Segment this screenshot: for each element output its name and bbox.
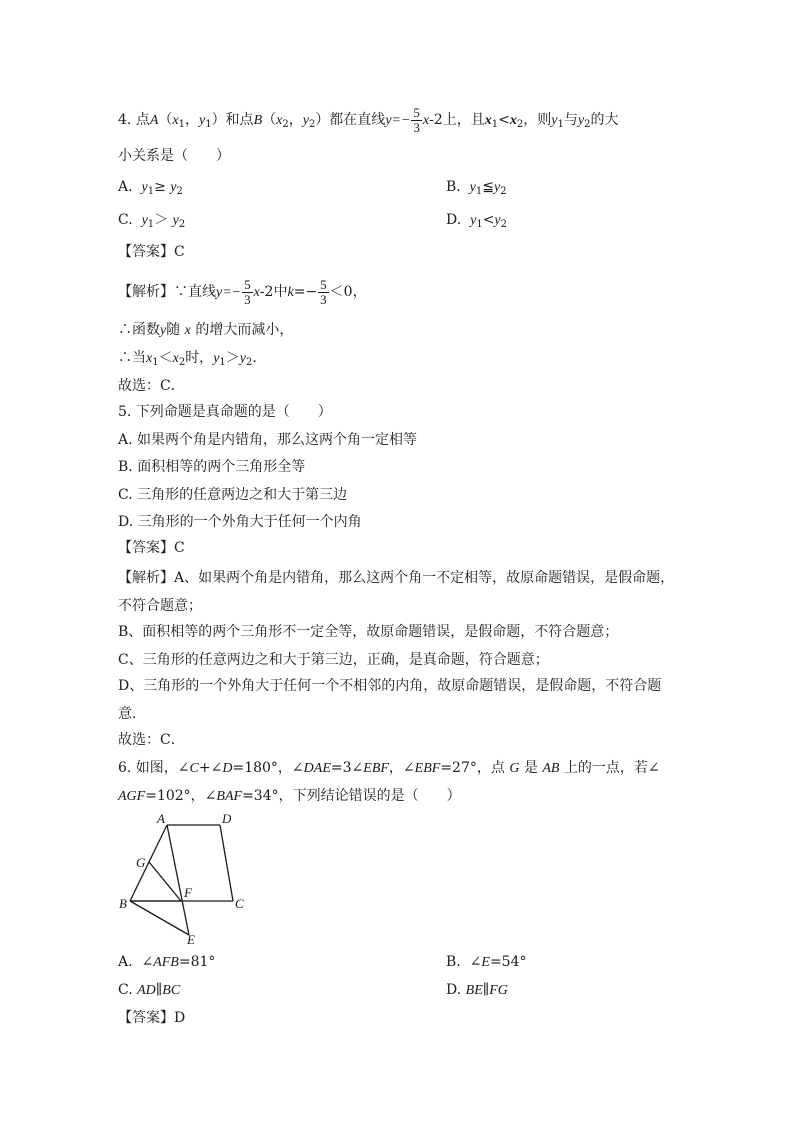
parallel-symbol: ∥ <box>155 982 163 998</box>
var-y: y <box>172 213 179 228</box>
segment-BE <box>130 901 189 935</box>
option-label: C. <box>118 982 138 998</box>
var-k: k <box>287 285 294 300</box>
var-x: x <box>484 113 492 128</box>
analysis-text: 随 <box>166 322 181 338</box>
q6-text: =34°，下列结论错误的是（ ） <box>242 788 461 804</box>
q6-text: =27°，点 <box>440 760 510 776</box>
comma: ， <box>288 112 303 128</box>
var-y: y <box>469 180 476 195</box>
var-y: y <box>470 213 477 228</box>
label-D: D <box>222 811 232 826</box>
segment-name: AD <box>137 983 156 998</box>
analysis-text: 的增大而减小， <box>195 322 294 338</box>
q5-analysis-line: B、面积相等的两个三角形不一定全等，故原命题错误，是假命题，不符合题意； <box>118 624 619 640</box>
equation-lhs: y=− <box>385 113 411 128</box>
q4-number: 4. <box>118 112 132 128</box>
q4-analysis-line2 <box>118 320 293 341</box>
var-y: y <box>141 180 148 195</box>
q4-text: 与 <box>563 112 578 128</box>
fraction-numerator: 5 <box>320 276 327 292</box>
angle-name: C <box>189 761 199 776</box>
q6-text: =180°，∠ <box>232 760 304 776</box>
subscript: 1 <box>475 186 483 197</box>
subscript: 2 <box>516 119 524 130</box>
var-x: x <box>172 351 179 366</box>
point-A: A <box>149 113 159 128</box>
greater-than: ＞ <box>225 350 240 366</box>
fraction-denominator: 3 <box>413 119 420 135</box>
q6-text: 6. 如图，∠ <box>118 760 190 776</box>
angle-name: BAF <box>216 789 243 804</box>
q5-analysis-line: 意． <box>118 706 146 722</box>
paren: （ <box>262 112 277 128</box>
fraction-denominator: 3 <box>244 291 251 307</box>
q4-option-B <box>446 177 507 202</box>
q4-choose: 故选：C． <box>118 378 185 394</box>
fraction-numerator: 5 <box>244 276 251 292</box>
var-y: y <box>213 351 220 366</box>
option-label: B. <box>446 179 461 195</box>
point-B: B <box>253 113 263 128</box>
var-x: x <box>146 351 153 366</box>
var-y: y <box>494 213 501 228</box>
q4-text: 点 <box>135 112 150 128</box>
q4-text: ，则 <box>523 112 552 128</box>
less-than: < <box>498 112 510 128</box>
label-A: A <box>157 811 165 826</box>
q6-text: ，∠ <box>388 760 415 776</box>
subscript: 2 <box>178 219 186 230</box>
analysis-text: 时， <box>185 350 214 366</box>
subscript: 1 <box>219 357 226 368</box>
subscript: 1 <box>147 186 155 197</box>
var-y: y <box>141 213 148 228</box>
subscript: 1 <box>147 219 155 230</box>
angle-value: =81° <box>178 954 216 970</box>
relation: ≦ <box>482 179 494 195</box>
subscript: 1 <box>557 119 564 130</box>
fraction <box>411 106 422 135</box>
angle-value: =54° <box>489 954 527 970</box>
comma: ， <box>184 112 199 128</box>
analysis-text: 中 <box>273 284 288 300</box>
option-label: A. <box>118 954 133 970</box>
angle-name: AFB <box>153 955 179 970</box>
segment-name: BC <box>162 983 181 998</box>
q4-text: -2上，且 <box>429 112 485 128</box>
constant: -2 <box>259 284 274 300</box>
analysis-text: ． <box>252 350 267 366</box>
q6-option-B <box>446 952 527 973</box>
subscript: 1 <box>178 119 185 130</box>
q5-analysis-line: D、三角形的一个外角大于任何一个不相邻的内角，故原命题错误，是假命题，不符合题 <box>118 678 662 694</box>
q5-analysis-line: 【解析】A、如果两个角是内错角，那么这两个角一不定相等，故原命题错误，是假命题， <box>118 570 675 586</box>
subscript: 2 <box>176 186 183 197</box>
var-y: y <box>302 113 309 128</box>
angle-name: D <box>222 761 233 776</box>
subscript: 2 <box>308 119 316 130</box>
angle-symbol: ∠ <box>141 954 154 970</box>
subscript: 2 <box>246 357 253 368</box>
subscript: 1 <box>476 219 483 230</box>
segment-AE <box>167 825 189 935</box>
subscript: 2 <box>584 119 591 130</box>
var-y: y <box>493 180 501 195</box>
geometry-figure <box>112 808 252 948</box>
q6-answer: 【答案】D <box>118 1010 186 1026</box>
angle-symbol: ∠ <box>469 954 482 970</box>
angle-name: DAE <box>303 761 331 776</box>
q4-analysis-line1 <box>118 276 367 308</box>
paren: （ <box>158 112 173 128</box>
q6-stem-line2 <box>118 786 461 807</box>
var-y: y <box>551 113 558 128</box>
option-label: D. <box>446 212 462 228</box>
q4-option-C <box>118 210 185 235</box>
label-F: F <box>184 885 192 900</box>
equals: =− <box>293 284 318 300</box>
var-x: x <box>253 285 260 300</box>
var-x: x <box>509 113 517 128</box>
subscript: 1 <box>491 119 499 130</box>
option-label: C. <box>118 212 133 228</box>
var-y: y <box>198 113 206 128</box>
var-y: y <box>170 180 177 195</box>
analysis-text: ∴当 <box>118 350 146 366</box>
q4-text: ）和点 <box>211 112 254 128</box>
var-x: x <box>276 113 283 128</box>
segment-name: BE <box>465 983 483 998</box>
q6-text: =3∠ <box>330 760 364 776</box>
fraction <box>318 278 329 307</box>
q4-option-A <box>118 177 183 202</box>
label-G: G <box>136 855 146 870</box>
q4-answer: 【答案】C <box>118 244 185 260</box>
q5-option-D: D. 三角形的一个外角大于任何一个内角 <box>118 514 362 530</box>
q5-analysis-line: C、三角形的任意两边之和大于第三边，正确，是真命题，符合题意； <box>118 652 549 668</box>
var-x: x <box>172 113 179 128</box>
subscript: 1 <box>205 119 212 130</box>
q4-stem-line2: 小关系是（ ） <box>118 148 230 164</box>
less-than: ＜ <box>158 350 173 366</box>
fraction <box>242 278 253 307</box>
label-E: E <box>187 932 195 947</box>
fraction-denominator: 3 <box>320 291 327 307</box>
fraction-numerator: 5 <box>413 104 420 120</box>
label-B: B <box>119 896 127 911</box>
segment-name: FG <box>489 983 508 998</box>
option-label: B. <box>446 954 461 970</box>
subscript: 2 <box>282 119 289 130</box>
q5-answer: 【答案】C <box>118 540 185 556</box>
angle-name: EBF <box>363 761 389 776</box>
q5-stem: 5. 下列命题是真命题的是（ ） <box>118 404 332 420</box>
q5-option-B: B. 面积相等的两个三角形全等 <box>118 459 306 475</box>
q4-text: ）都在直线 <box>315 112 386 128</box>
relation: ≥ <box>154 179 171 195</box>
subscript: 2 <box>178 357 186 368</box>
subscript: 2 <box>500 186 507 197</box>
q5-option-C: C. 三角形的任意两边之和大于第三边 <box>118 487 348 503</box>
q6-text: 是 <box>519 760 543 776</box>
q4-text: 的大 <box>590 112 619 128</box>
relation: ＞ <box>154 212 173 228</box>
angle-name: E <box>481 955 490 970</box>
subscript: 1 <box>152 357 159 368</box>
parallel-symbol: ∥ <box>482 982 490 998</box>
point-name: G <box>509 761 520 776</box>
q6-option-C <box>118 980 180 1001</box>
q5-analysis-line: 不符合题意； <box>118 598 202 614</box>
var-y: y <box>160 323 167 338</box>
option-label: A. <box>118 179 133 195</box>
var-y: y <box>239 351 246 366</box>
q4-analysis-line3 <box>118 348 266 373</box>
angle-name: EBF <box>414 761 441 776</box>
analysis-text: ∴函数 <box>118 322 160 338</box>
equation-lhs: y=− <box>216 285 242 300</box>
q6-text: =102°，∠ <box>145 788 217 804</box>
q4-option-D <box>446 210 507 235</box>
q6-stem-line1 <box>118 758 660 779</box>
q5-option-A: A. 如果两个角是内错角，那么这两个角一定相等 <box>118 432 418 448</box>
relation: < <box>482 212 495 228</box>
analysis-text: ＜0， <box>329 284 367 300</box>
q6-text: +∠ <box>198 760 223 776</box>
q6-text: 上的一点，若∠ <box>559 760 660 776</box>
analysis-head: 【解析】∵直线 <box>118 284 216 300</box>
var-x: x <box>184 323 191 338</box>
q5-choose: 故选：C． <box>118 732 185 748</box>
subscript: 2 <box>500 219 508 230</box>
q6-option-D <box>446 980 508 1001</box>
q6-option-A <box>118 952 215 973</box>
option-label: D. <box>446 982 466 998</box>
angle-name: AGF <box>118 789 146 804</box>
q4-stem-line1 <box>118 104 618 136</box>
var-y: y <box>577 113 585 128</box>
label-C: C <box>235 896 244 911</box>
segment-DC <box>220 825 233 901</box>
var-x: x <box>422 113 430 128</box>
segment-name: AB <box>542 761 560 776</box>
